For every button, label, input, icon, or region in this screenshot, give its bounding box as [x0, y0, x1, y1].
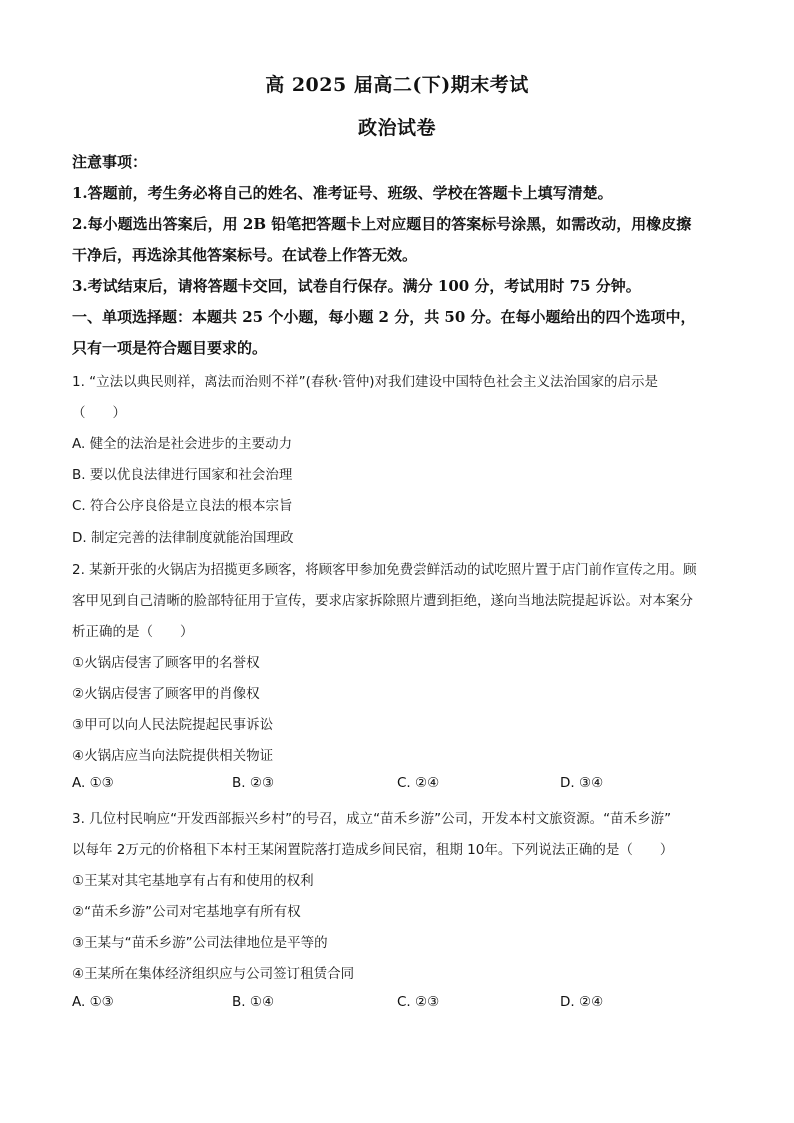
- q2-statement-4: ④火锅店应当向法院提供相关物证: [72, 748, 274, 764]
- q3-statement-1: ①王某对其宅基地享有占有和使用的权利: [72, 873, 314, 889]
- q3-option-d: D. ②④: [560, 994, 604, 1010]
- q2-statement-1: ①火锅店侵害了顾客甲的名誉权: [72, 655, 260, 671]
- exam-subtitle: 政治试卷: [357, 117, 436, 139]
- q3-stem-line-2: 以每年 2万元的价格租下本村王某闲置院落打造成乡间民宿，租期 10年。下列说法正确的是（ ）: [72, 842, 674, 858]
- q1-option-d: D. 制定完善的法律制度就能治国理政: [72, 530, 294, 546]
- q2-option-c: C. ②④: [397, 775, 440, 791]
- q3-option-a: A. ①③: [72, 994, 114, 1010]
- q1-option-a: A. 健全的法治是社会进步的主要动力: [72, 436, 293, 452]
- notice-item-2-line-1: 2.每小题选出答案后，用 2B 铅笔把答题卡上对应题目的答案标号涂黑，如需改动，用橡皮擦: [72, 215, 692, 233]
- q1-option-b: B. 要以优良法律进行国家和社会治理: [72, 467, 293, 483]
- q3-stem-line-1: 3. 几位村民响应“开发西部振兴乡村”的号召，成立“苗禾乡游”公司，开发本村文旅资源。“苗禾乡游”: [72, 811, 672, 827]
- section-heading-line-1: 一、单项选择题：本题共 25 个小题，每小题 2 分，共 50 分。在每小题给出的四个选项中，: [72, 308, 696, 326]
- q3-statement-4: ④王某所在集体经济组织应与公司签订租赁合同: [72, 966, 355, 982]
- q3-statement-3: ③王某与“苗禾乡游”公司法律地位是平等的: [72, 935, 328, 951]
- q2-statement-2: ②火锅店侵害了顾客甲的肖像权: [72, 686, 260, 702]
- q2-option-a: A. ①③: [72, 775, 114, 791]
- notice-item-3: 3.考试结束后，请将答题卡交回，试卷自行保存。满分 100 分，考试用时 75 分钟。: [72, 277, 641, 295]
- notice-item-1: 1.答题前，考生务必将自己的姓名、准考证号、班级、学校在答题卡上填写清楚。: [72, 184, 613, 202]
- q3-statement-2: ②“苗禾乡游”公司对宅基地享有所有权: [72, 904, 301, 920]
- notice-item-2-line-2: 干净后，再选涂其他答案标号。在试卷上作答无效。: [72, 246, 418, 264]
- q2-option-b: B. ②③: [232, 775, 275, 791]
- notice-heading: 注意事项：: [72, 153, 148, 171]
- exam-title: 高 2025 届高二(下)期末考试: [265, 74, 529, 96]
- q1-stem-line-1: 1. “立法以典民则祥，离法而治则不祥”(春秋·管仲)对我们建设中国特色社会主义法治国家的启示是: [72, 374, 658, 390]
- q2-option-d: D. ③④: [560, 775, 604, 791]
- q3-option-c: C. ②③: [397, 994, 440, 1010]
- q2-statement-3: ③甲可以向人民法院提起民事诉讼: [72, 717, 274, 733]
- q2-options: [72, 775, 632, 795]
- q2-stem-line-2: 客甲见到自己清晰的脸部特征用于宣传，要求店家拆除照片遭到拒绝，遂向当地法院提起诉讼。对本案分: [72, 593, 693, 609]
- q2-stem-line-3: 析正确的是（ ）: [72, 624, 194, 640]
- q2-stem-line-1: 2. 某新开张的火锅店为招揽更多顾客，将顾客甲参加免费尝鲜活动的试吃照片置于店门前作宣传之用。顾: [72, 562, 697, 578]
- q1-option-c: C. 符合公序良俗是立良法的根本宗旨: [72, 498, 293, 514]
- q3-options: [72, 994, 632, 1014]
- section-heading-line-2: 只有一项是符合题目要求的。: [72, 339, 268, 357]
- q1-stem-line-2: （ ）: [72, 405, 126, 421]
- q3-option-b: B. ①④: [232, 994, 275, 1010]
